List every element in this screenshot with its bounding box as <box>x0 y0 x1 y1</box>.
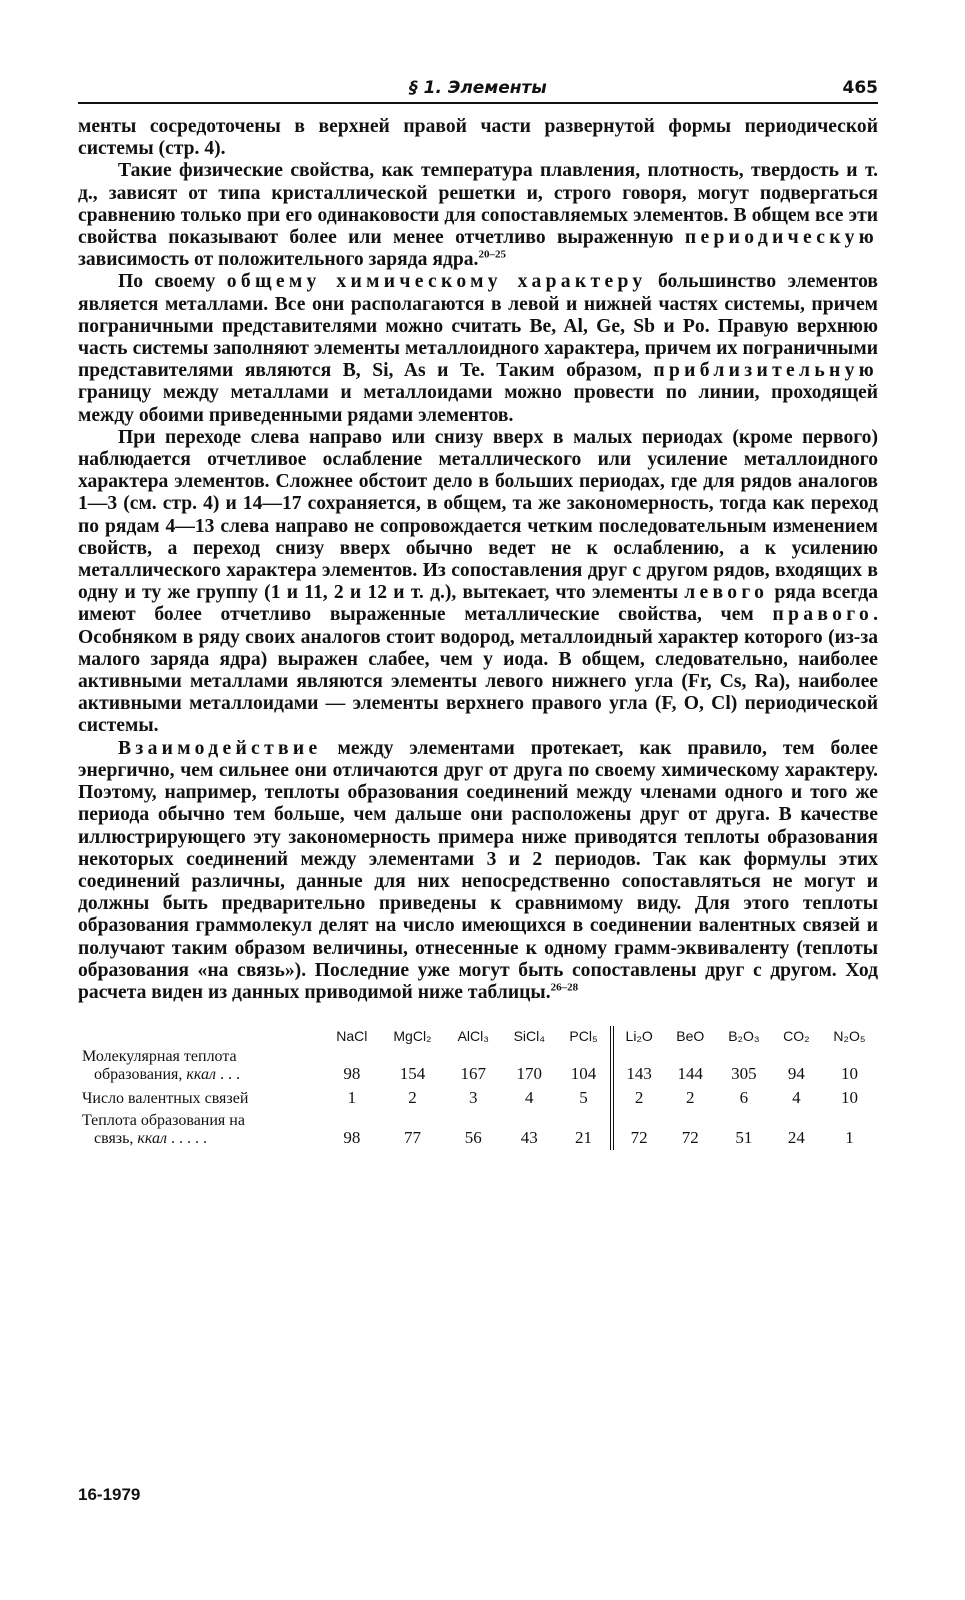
row-label-line: образования, <box>94 1066 187 1084</box>
table-cell: 72 <box>681 1128 699 1148</box>
table-cell: 4 <box>525 1088 534 1108</box>
row-label-line: Теплота образования на <box>82 1112 245 1130</box>
table-cell: 154 <box>399 1064 426 1084</box>
table-cell: 3 <box>469 1088 478 1108</box>
spaced-emphasis: левого <box>684 582 769 604</box>
reference-sup: 20–25 <box>478 248 506 261</box>
table-cell: 6 <box>739 1088 749 1108</box>
table-cell: 10 <box>840 1064 858 1084</box>
section-title: § 1. Элементы <box>409 78 547 98</box>
column-header: BeO <box>676 1028 705 1045</box>
table-corner <box>78 1026 324 1046</box>
printer-signature: 16-1979 <box>78 1485 141 1504</box>
table-cell: 98 <box>343 1064 361 1084</box>
reference-sup: 26–28 <box>550 981 579 994</box>
table-cell: 143 <box>612 1046 665 1086</box>
body-text <box>78 116 878 1004</box>
unit-label: ккал <box>137 1130 167 1148</box>
column-header: B₂O₃ <box>728 1028 760 1045</box>
heat-table <box>78 1026 878 1150</box>
column-header: CO₂ <box>783 1028 810 1045</box>
text-run: границу между металлами и металлоидами можно провести по линии, проходящей между обоими приведенными рядами элементов. <box>78 382 878 426</box>
table-cell: 10 <box>840 1088 858 1108</box>
spaced-emphasis: правого <box>772 604 874 626</box>
row-label <box>78 1046 324 1086</box>
table-header-row <box>78 1026 878 1046</box>
paragraph <box>78 116 878 160</box>
table-cell: 21 <box>574 1128 592 1148</box>
table-cell: 2 <box>686 1088 695 1108</box>
table-cell: 94 <box>787 1064 805 1084</box>
column-header: AlCl₃ <box>457 1028 489 1045</box>
unit-label: ккал <box>186 1066 216 1084</box>
column-header: N₂O₅ <box>833 1028 866 1045</box>
table-cell: 2 <box>408 1088 417 1108</box>
leader-dots: . . . . . <box>166 1130 207 1148</box>
leader-dots: . . . <box>215 1066 240 1084</box>
table-row <box>78 1086 878 1110</box>
page-number: 465 <box>842 78 878 98</box>
row-label <box>78 1086 324 1110</box>
table-cell: 104 <box>570 1064 597 1084</box>
table-cell: 170 <box>516 1064 543 1084</box>
paragraph <box>78 271 878 426</box>
column-header: SiCl₄ <box>513 1028 545 1045</box>
text-run: зависимость от положительного заряда ядра. <box>78 249 479 271</box>
text-run: . Особняком в ряду своих аналогов стоит водород, металлоидный характер которого (из-за малого заряда ядра) выражен слабее, чем у иода. В общем, следовательно, наиболее активными металлами являются элементы левого нижнего угла (Fr, Cs, Ra), наиболее активными металлоидами — элементы верхнего правого угла (F, O, Cl) периодической системы. <box>78 604 878 737</box>
table-cell: 56 <box>464 1128 482 1148</box>
column-header: NaCl <box>336 1028 368 1045</box>
table-cell: 1 <box>347 1088 357 1108</box>
table-cell: 4 <box>792 1088 801 1108</box>
table-cell: 77 <box>403 1128 421 1148</box>
spaced-emphasis: приблизительную <box>653 360 878 382</box>
column-header: MgCl₂ <box>393 1028 432 1045</box>
running-header <box>78 70 878 104</box>
table-cell: 1 <box>845 1128 854 1148</box>
table-cell: 305 <box>731 1064 757 1084</box>
paragraph <box>78 160 878 271</box>
page <box>78 70 878 1150</box>
text-run: По своему <box>118 271 227 293</box>
text-run: ряда всегда имеют более отчетливо выраженные металлические свойства, чем <box>78 582 878 626</box>
table-cell: 43 <box>520 1128 538 1148</box>
table-cell: 167 <box>460 1064 486 1084</box>
column-header: PCl₅ <box>569 1028 598 1045</box>
table-cell: 24 <box>787 1128 805 1148</box>
table-cell: 5 <box>579 1088 588 1108</box>
table-cell: 98 <box>343 1128 361 1148</box>
spaced-emphasis: периодическую <box>684 227 878 249</box>
table-cell: 51 <box>735 1128 753 1148</box>
spaced-emphasis: общему химическому характеру <box>226 271 647 293</box>
text-run: между элементами протекает, как правило, тем более энергично, чем сильнее они отличаются друг от друга по своему химическому характеру. Поэтому, например, теплоты образования соединений между членами одного и того же периода обычно тем больше, чем дальше они расположены друг от друга. В качестве иллюстрирующего эту закономерность примера ниже приводятся теплоты образования некоторых соединений между элементами 3 и 2 периодов. Так как формулы этих соединений различны, данные для них непосредственно сопоставляться не могут и должны быть предварительно приведены к сравнимому виду. Для этого теплоты образования граммолекул делят на число имеющихся в соединении валентных связей и получают таким образом величины, отнесенные к одному грамм-эквиваленту (теплоты образования «на связь»). Последние уже могут быть сопоставлены друг с другом. Ход расчета виден из данных приводимой ниже таблицы. <box>78 737 878 1003</box>
row-label-line: Молекулярная теплота <box>82 1048 237 1066</box>
spaced-emphasis: Взаимодействие <box>118 737 322 759</box>
text-run: большинство элементов является металлами. Все они располагаются в левой и нижней частях системы, причем пограничными представителями можно считать Be, Al, Ge, Sb и Po. Правую верхнюю часть системы заполняют элементы металлоидного характера, причем их пограничными представителями являются B, Si, As и Te. Таким образом, <box>78 271 878 382</box>
table-row <box>78 1046 878 1086</box>
table-row <box>78 1110 878 1150</box>
row-label <box>78 1110 324 1150</box>
row-label-line: связь, <box>94 1130 138 1148</box>
table-cell: 72 <box>612 1110 665 1150</box>
text-run: При переходе слева направо или снизу вверх в малых периодах (кроме первого) наблюдается отчетливое ослабление металлического или усиление металлоидного характера элементов. Сложнее обстоит дело в больших периодах, где для рядов аналогов 1—3 (см. стр. 4) и 14—17 сохраняется, в общем, та же закономерность, тогда как переход по рядам 4—13 слева направо не сопровождается четким последовательным изменением свойств, а переход снизу вверх обычно ведет не к ослаблению, а к усилению металлического характера элементов. Из сопоставления друг с другом рядов, входящих в одну и ту же группу (1 и 11, 2 и 12 и т. д.), вытекает, что элементы <box>78 426 878 604</box>
column-header: Li₂O <box>612 1026 665 1046</box>
paragraph <box>78 738 878 1004</box>
text-run: менты сосредоточены в верхней правой части развернутой формы периодической системы (стр. 4). <box>78 116 878 160</box>
row-label-line: Число валентных связей <box>82 1090 249 1108</box>
text-run: Такие физические свойства, как температура плавления, плотность, твердость и т. д., зависят от типа кристаллической решетки и, строго говоря, могут подвергаться сравнению только при его одинаковости для сопоставляемых элементов. В общем все эти свойства показывают более или менее отчетливо выраженную <box>78 160 878 249</box>
table-cell: 144 <box>677 1064 703 1084</box>
table-cell: 2 <box>612 1086 665 1110</box>
paragraph <box>78 427 878 738</box>
